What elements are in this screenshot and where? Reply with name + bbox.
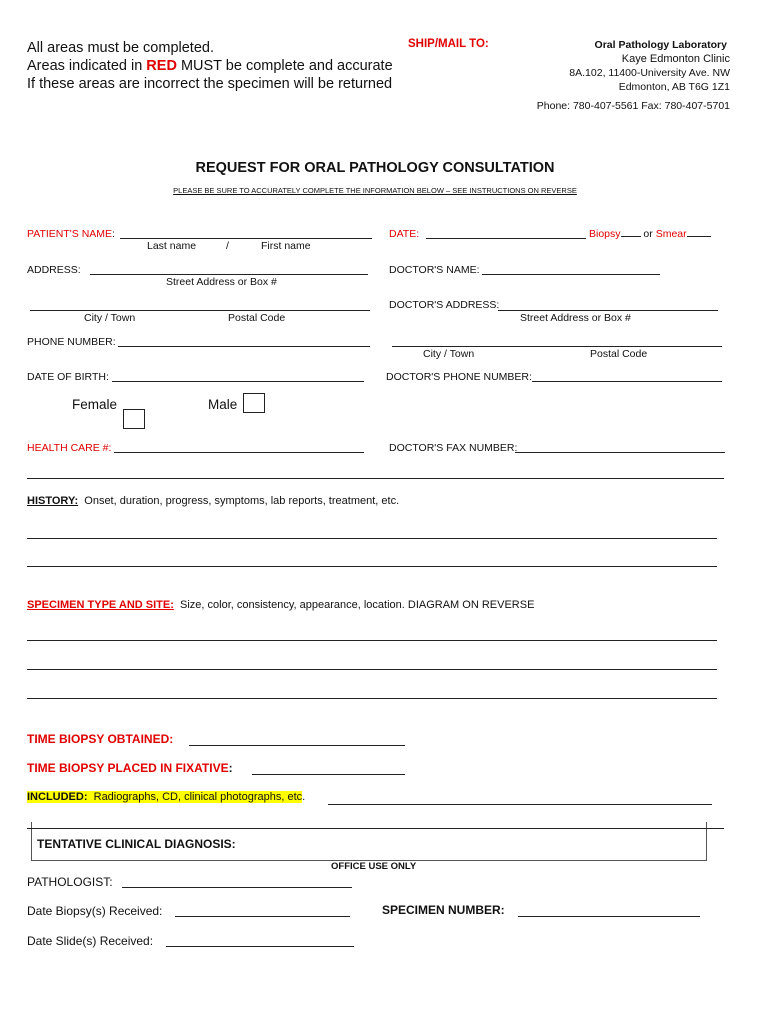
postal-caption: Postal Code xyxy=(228,312,286,324)
specimen-hint: Size, color, consistency, appearance, location. DIAGRAM ON REVERSE xyxy=(180,599,535,611)
lab-phone-fax: Phone: 780-407-5561 Fax: 780-407-5701 xyxy=(536,100,730,112)
specimen-line-1[interactable] xyxy=(27,640,717,641)
biopsy-smear-choice xyxy=(589,228,711,240)
doctor-postal-caption: Postal Code xyxy=(590,348,648,360)
phone-label: PHONE NUMBER: xyxy=(27,336,116,348)
date-slides-label: Date Slide(s) Received: xyxy=(27,934,154,948)
form-subtitle: PLEASE BE SURE TO ACCURATELY COMPLETE THE INFORMATION BELOW – SEE INSTRUCTIONS ON REVERSE xyxy=(173,186,577,195)
street-caption: Street Address or Box # xyxy=(166,276,277,288)
specimen-line-2[interactable] xyxy=(27,669,717,670)
female-checkbox[interactable] xyxy=(123,409,145,429)
pathologist-label: PATHOLOGIST: xyxy=(27,875,113,889)
date-biopsy-label: Date Biopsy(s) Received: xyxy=(27,904,163,918)
biopsy-label: Biopsy xyxy=(589,228,621,240)
instruction-line-1: All areas must be completed. xyxy=(27,40,214,56)
time-fixative-field[interactable] xyxy=(252,774,405,775)
patient-name-colon: : xyxy=(112,228,115,240)
doctor-phone-label: DOCTOR'S PHONE NUMBER: xyxy=(386,371,532,383)
phone-field[interactable] xyxy=(118,346,370,347)
male-checkbox[interactable] xyxy=(243,393,265,413)
specimen-section xyxy=(27,599,534,611)
instructions xyxy=(27,39,393,93)
patient-name-field[interactable] xyxy=(120,238,372,239)
dob-field[interactable] xyxy=(112,381,364,382)
included-label: INCLUDED: xyxy=(27,791,88,803)
doctor-city-caption: City / Town xyxy=(423,348,475,360)
patient-name-label xyxy=(27,228,115,240)
doctor-address-field[interactable] xyxy=(498,310,718,311)
patient-name-label-text: PATIENT'S NAME xyxy=(27,228,113,240)
lab-city: Edmonton, AB T6G 1Z1 xyxy=(618,81,730,93)
address-field[interactable] xyxy=(90,274,368,275)
time-fixative-label-text: TIME BIOPSY PLACED IN FIXATIVE xyxy=(27,761,229,775)
doctor-name-label: DOCTOR'S NAME: xyxy=(389,264,480,276)
history-section xyxy=(27,495,399,507)
first-name-caption: First name xyxy=(261,240,311,252)
date-biopsy-field[interactable] xyxy=(175,916,350,917)
ship-to-label: SHIP/MAIL TO: xyxy=(408,38,489,50)
included-section xyxy=(27,791,305,803)
lab-name: Oral Pathology Laboratory xyxy=(594,39,727,51)
time-fixative-colon: : xyxy=(228,761,233,775)
section-divider xyxy=(27,478,724,479)
instruction-line-3: If these areas are incorrect the specimen will be returned xyxy=(27,76,393,92)
included-hint: Radiographs, CD, clinical photographs, etc xyxy=(93,791,303,803)
biopsy-field[interactable] xyxy=(621,236,641,237)
date-slides-field[interactable] xyxy=(166,946,354,947)
included-dot: . xyxy=(302,791,306,803)
dob-label: DATE OF BIRTH: xyxy=(27,371,109,383)
doctor-name-field[interactable] xyxy=(482,274,660,275)
included-highlight xyxy=(27,791,302,803)
specimen-label: SPECIMEN TYPE AND SITE: xyxy=(27,599,174,611)
doctor-fax-label: DOCTOR'S FAX NUMBER: xyxy=(389,442,518,454)
date-field[interactable] xyxy=(426,238,586,239)
time-fixative-label xyxy=(27,761,233,775)
diagnosis-label: TENTATIVE CLINICAL DIAGNOSIS: xyxy=(37,837,236,851)
specimen-line-3[interactable] xyxy=(27,698,717,699)
male-label: Male xyxy=(208,397,238,412)
included-field[interactable] xyxy=(328,804,712,805)
last-name-caption: Last name xyxy=(147,240,197,252)
lab-address xyxy=(537,38,730,113)
form-title: REQUEST FOR ORAL PATHOLOGY CONSULTATION xyxy=(195,160,555,176)
or-label: or xyxy=(640,228,656,240)
instruction-line-2-pre: Areas indicated in xyxy=(27,58,147,74)
smear-label: Smear xyxy=(655,228,687,240)
doctor-phone-field[interactable] xyxy=(532,381,722,382)
female-label: Female xyxy=(72,397,118,412)
lab-clinic: Kaye Edmonton Clinic xyxy=(621,53,730,65)
health-care-field[interactable] xyxy=(114,452,364,453)
history-line-1[interactable] xyxy=(27,538,717,539)
diagnosis-top-rule xyxy=(27,828,724,829)
city-postal-field[interactable] xyxy=(30,310,370,311)
history-label: HISTORY: xyxy=(27,495,79,507)
name-separator: / xyxy=(226,240,229,252)
office-use-header: OFFICE USE ONLY xyxy=(331,861,417,872)
city-caption: City / Town xyxy=(84,312,136,324)
address-label: ADDRESS: xyxy=(27,264,81,276)
instruction-line-2-post: MUST be complete and accurate xyxy=(176,58,393,74)
health-care-label: HEALTH CARE #: xyxy=(27,442,112,454)
history-line-2[interactable] xyxy=(27,566,717,567)
instruction-line-2 xyxy=(27,57,393,75)
pathologist-field[interactable] xyxy=(122,887,352,888)
lab-street: 8A.102, 11400-University Ave. NW xyxy=(569,67,730,79)
doctor-fax-field[interactable] xyxy=(515,452,725,453)
specimen-number-label: SPECIMEN NUMBER: xyxy=(382,903,505,917)
instruction-red-word: RED xyxy=(146,58,177,74)
specimen-number-field[interactable] xyxy=(518,916,700,917)
doctor-street-caption: Street Address or Box # xyxy=(520,312,631,324)
time-obtained-label: TIME BIOPSY OBTAINED: xyxy=(27,732,174,746)
doctor-city-postal-field[interactable] xyxy=(392,346,722,347)
smear-field[interactable] xyxy=(687,236,711,237)
date-label: DATE: xyxy=(389,228,420,240)
time-obtained-field[interactable] xyxy=(189,745,405,746)
doctor-address-label: DOCTOR'S ADDRESS: xyxy=(389,299,500,311)
history-hint: Onset, duration, progress, symptoms, lab reports, treatment, etc. xyxy=(84,495,400,507)
